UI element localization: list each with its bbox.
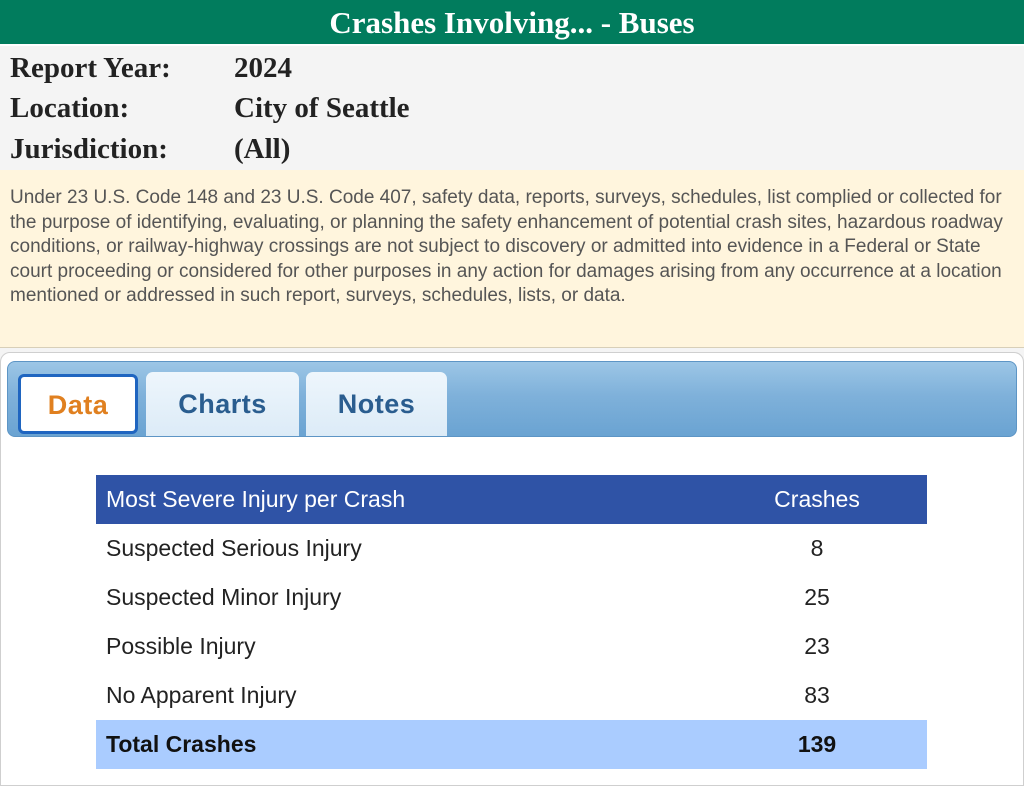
- total-label: Total Crashes: [96, 720, 707, 769]
- table-row: [96, 573, 927, 622]
- tab-bar: [7, 361, 1017, 437]
- report-year-row: [10, 48, 1010, 88]
- tab-data[interactable]: Data: [18, 374, 138, 434]
- legal-disclaimer: Under 23 U.S. Code 148 and 23 U.S. Code 407, safety data, reports, surveys, schedules, list complied or collected for the purpose of identifying, evaluating, or planning the safety enhancement of potential crash sites, hazardous roadway conditions, or railway-highway crossings are not subject to discovery or admitted into evidence in a Federal or State court proceeding or considered for other purposes in any action for damages arising from any occurrence at a location mentioned or addressed in such report, surveys, schedules, lists, or data.: [0, 170, 1024, 348]
- crash-count: 23: [707, 622, 927, 671]
- injury-label: Suspected Minor Injury: [96, 573, 707, 622]
- jurisdiction-row: [10, 129, 1010, 169]
- crash-count: 8: [707, 524, 927, 573]
- injury-label: Possible Injury: [96, 622, 707, 671]
- column-header-crashes: Crashes: [707, 475, 927, 524]
- jurisdiction-value: (All): [234, 133, 291, 165]
- location-value: City of Seattle: [234, 92, 410, 124]
- table-row: [96, 622, 927, 671]
- page-title: Crashes Involving... - Buses: [0, 0, 1024, 46]
- report-year-label: Report Year:: [10, 52, 171, 84]
- content-panel: [0, 352, 1024, 786]
- crash-count: 83: [707, 671, 927, 720]
- injury-label: No Apparent Injury: [96, 671, 707, 720]
- tab-notes[interactable]: Notes: [306, 372, 447, 436]
- total-row: [96, 720, 927, 769]
- column-header-injury: Most Severe Injury per Crash: [96, 475, 707, 524]
- table-header-row: [96, 475, 927, 524]
- total-value: 139: [707, 720, 927, 769]
- report-metadata: [0, 46, 1024, 170]
- injury-table: [96, 475, 927, 769]
- tab-charts[interactable]: Charts: [146, 372, 299, 436]
- injury-label: Suspected Serious Injury: [96, 524, 707, 573]
- table-row: [96, 671, 927, 720]
- report-year-value: 2024: [234, 52, 292, 84]
- table-row: [96, 524, 927, 573]
- crash-count: 25: [707, 573, 927, 622]
- location-label: Location:: [10, 92, 130, 124]
- jurisdiction-label: Jurisdiction:: [10, 133, 168, 165]
- location-row: [10, 88, 1010, 128]
